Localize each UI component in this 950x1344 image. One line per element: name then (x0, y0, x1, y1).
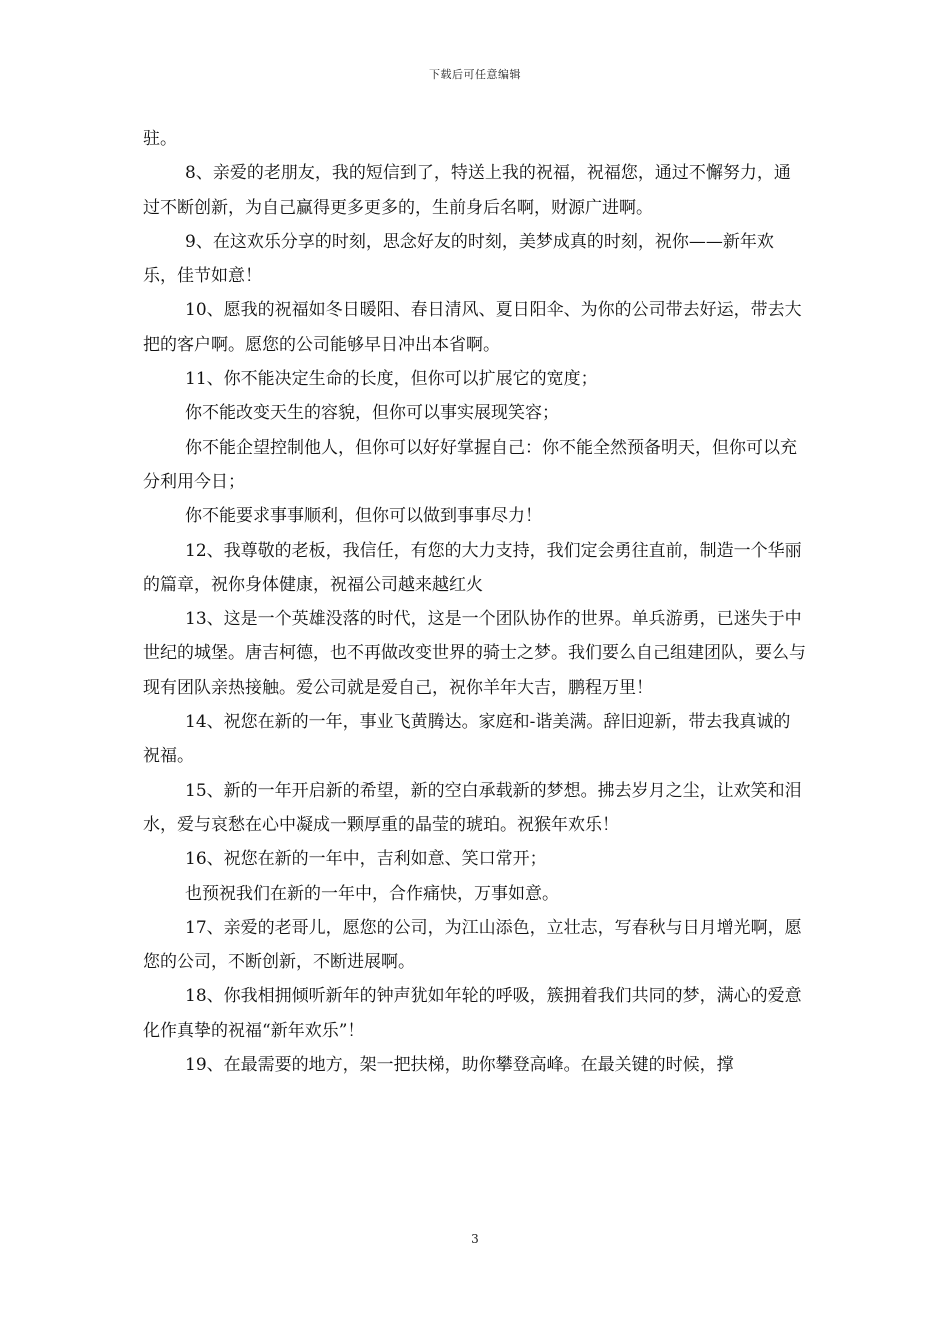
paragraph: 12、我尊敬的老板，我信任，有您的大力支持，我们定会勇往直前，制造一个华丽的篇章，祝你身体健康，祝福公司越来越红火 (143, 540, 802, 595)
page-number: 3 (471, 1232, 479, 1246)
paragraph: 15、新的一年开启新的希望，新的空白承载新的梦想。拂去岁月之尘，让欢笑和泪水，爱与哀愁在心中凝成一颗厚重的晶莹的琥珀。祝猴年欢乐！ (143, 780, 802, 835)
paragraph: 9、在这欢乐分享的时刻，思念好友的时刻，美梦成真的时刻，祝你——新年欢乐，佳节如意！ (143, 231, 774, 287)
paragraph: 11、你不能决定生命的长度，但你可以扩展它的宽度； (185, 369, 598, 390)
paragraph: 18、你我相拥倾听新年的钟声犹如年轮的呼吸，簇拥着我们共同的梦，满心的爱意化作真挚的祝福“新年欢乐”！ (143, 986, 802, 1041)
paragraph: 驻。 (143, 129, 177, 149)
document-body (143, 122, 807, 1082)
paragraph: 也预祝我们在新的一年中，合作痛快，万事如意。 (185, 883, 559, 904)
paragraph: 你不能要求事事顺利，但你可以做到事事尽力！ (185, 506, 542, 527)
page-header: 下载后可任意编辑 (429, 68, 521, 81)
paragraph: 你不能改变天生的容貌，但你可以事实展现笑容； (185, 403, 559, 424)
paragraph: 17、亲爱的老哥儿，愿您的公司，为江山添色，立壮志，写春秋与日月增光啊，愿您的公司，不断创新，不断进展啊。 (143, 917, 802, 973)
paragraph: 10、愿我的祝福如冬日暖阳、春日清风、夏日阳伞、为你的公司带去好运，带去大把的客户啊。愿您的公司能够早日冲出本省啊。 (143, 300, 802, 355)
paragraph: 8、亲爱的老朋友，我的短信到了，特送上我的祝福，祝福您，通过不懈努力，通过不断创新，为自己赢得更多更多的，生前身后名啊，财源广进啊。 (143, 163, 791, 218)
paragraph: 14、祝您在新的一年，事业飞黄腾达。家庭和-谐美满。辞旧迎新，带去我真诚的祝福。 (143, 712, 791, 767)
paragraph: 你不能企望控制他人，但你可以好好掌握自己：你不能全然预备明天，但你可以充分利用今日； (143, 437, 797, 492)
paragraph: 16、祝您在新的一年中，吉利如意、笑口常开； (185, 849, 547, 870)
paragraph: 13、这是一个英雄没落的时代，这是一个团队协作的世界。单兵游勇，已迷失于中世纪的城堡。唐吉柯德，也不再做改变世界的骑士之梦。我们要么自己组建团队，要么与现有团队亲热接触。爱公司就是爱自己，祝你羊年大吉，鹏程万里！ (143, 609, 806, 698)
paragraph: 19、在最需要的地方，架一把扶梯，助你攀登高峰。在最关键的时候，撑 (185, 1055, 734, 1076)
